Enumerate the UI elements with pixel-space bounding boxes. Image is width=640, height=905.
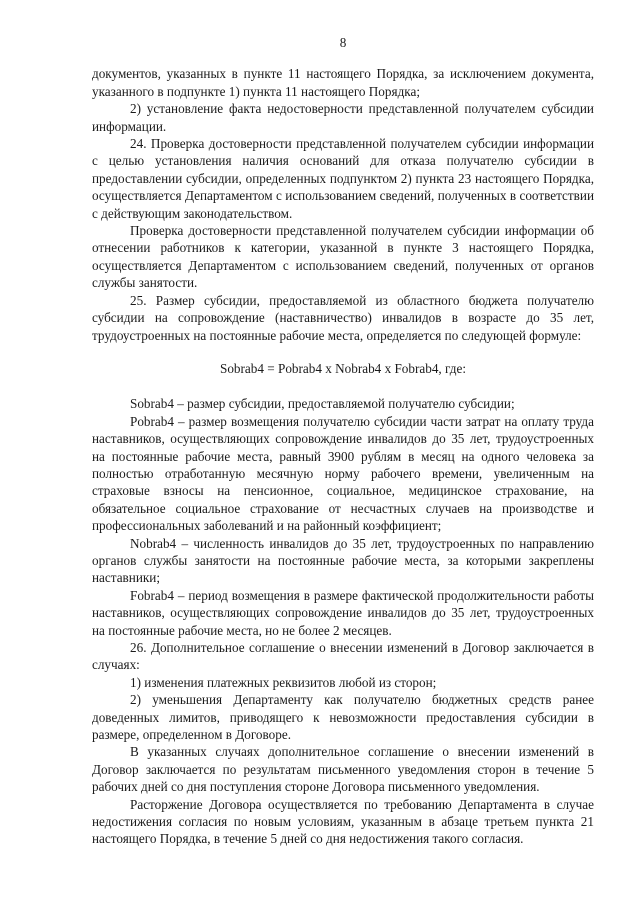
definition-nobrab4: Nobrab4 – численность инвалидов до 35 лет, трудоустроенных по направлению органов службы занятости на постоянные рабочие места, за которыми закреплены наставники; xyxy=(92,535,594,586)
paragraph-26-item-2: 2) уменьшения Департаменту как получателю бюджетных средств ранее доведенных лимитов, приводящего к невозможности предоставления субсидии в размере, определенном в Договоре. xyxy=(92,692,594,743)
page-number: 8 xyxy=(339,35,347,50)
paragraph-24: 24. Проверка достоверности представленной получателем субсидии информации с целью установления наличия оснований для отказа получателю субсидии в предоставлении субсидии, определенных подпунктом 2) пункта 23 настоящего Порядка, осуществляется Департаментом с использованием сведений, полученных в соответствии с действующим законодательством. xyxy=(92,136,594,221)
paragraph-continuation: документов, указанных в пункте 11 настоящего Порядка, за исключением документа, указанного в подпункте 1) пункта 11 настоящего Порядка; xyxy=(92,66,594,99)
paragraph-26: 26. Дополнительное соглашение о внесении изменений в Договор заключается в случаях: xyxy=(92,640,594,673)
definition-sobrab4: Sobrab4 – размер субсидии, предоставляемой получателю субсидии; xyxy=(130,396,515,412)
paragraph-26-item-1: 1) изменения платежных реквизитов любой из сторон; xyxy=(130,674,437,690)
definition-pobrab4: Pobrab4 – размер возмещения получателю субсидии части затрат на оплату труда наставников, осуществляющих сопровождение инвалидов до 35 лет, трудоустроенных на постоянные рабочие места, равный 3900 рублям в месяц на одного человека за полностью отработанную месячную норму рабочего времени, увеличенным на страховые взносы на пенсионное, социальное, медицинское страхование, на обязательное социальное страхование от несчастных случаев на производстве и профессиональных заболеваний и на районный коэффициент; xyxy=(92,413,594,534)
definition-fobrab4: Fobrab4 – период возмещения в размере фактической продолжительности работы наставников, осуществляющих сопровождение инвалидов до 35 лет, трудоустроенных на постоянные рабочие места, но не более 2 месяцев. xyxy=(92,587,594,638)
paragraph-amendment-procedure: В указанных случаях дополнительное соглашение о внесении изменений в Договор заключается по результатам письменного уведомления сторон в течение 5 рабочих дней со дня поступления стороне Договора письменного уведомления. xyxy=(92,744,594,795)
paragraph-25: 25. Размер субсидии, предоставляемой из областного бюджета получателю субсидии на сопровождение (наставничество) инвалидов в возрасте до 35 лет, трудоустроенных на постоянные рабочие места, определяется по следующей формуле: xyxy=(92,292,594,343)
paragraph-subitem-2: 2) установление факта недостоверности представленной получателем субсидии информации. xyxy=(92,101,594,134)
paragraph-verification: Проверка достоверности представленной получателем субсидии информации об отнесении работников к категории, указанной в пункте 3 настоящего Порядка, осуществляется Департаментом с использованием сведений, полученных от органов службы занятости. xyxy=(92,223,594,291)
paragraph-termination: Расторжение Договора осуществляется по требованию Департамента в случае недостижения согласия по новым условиям, указанным в абзаце третьем пункта 21 настоящего Порядка, в течение 5 дней со дня недостижения такого согласия. xyxy=(92,796,594,847)
formula: Sobrab4 = Pobrab4 x Nobrab4 x Fobrab4, где: xyxy=(220,360,466,376)
